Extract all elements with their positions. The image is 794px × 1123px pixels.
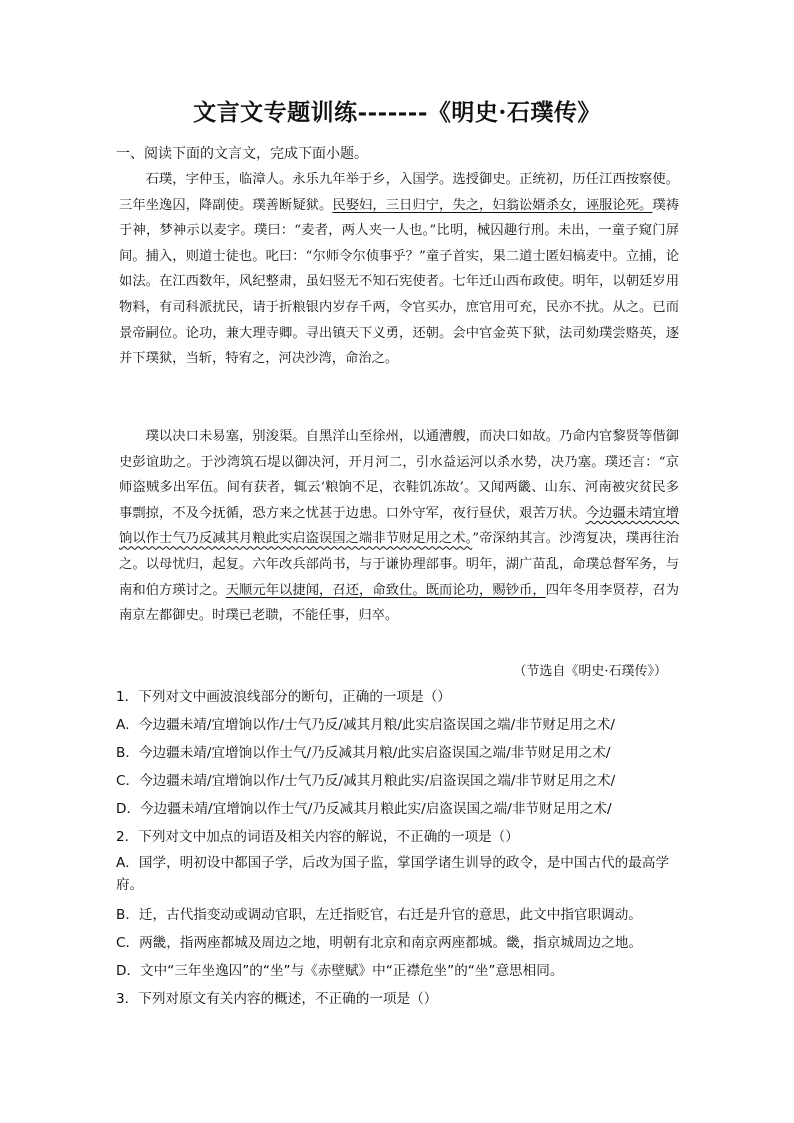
passage-text: ”帝深纳其言。沙湾复决，璞再往治之。以母忧归，起复。六年改兵部尚书，与于谦协理部事。明年，湖广苗乱，命璞总督军务，与南和伯方瑛讨之。 (119, 531, 679, 598)
passage-text: 石璞，字仲玉，临漳人。永乐九年举于乡，入国学。选授御史。正统初，历任江西按察使。三年坐逸囚，降副使。璞善断疑狱。 (119, 172, 679, 213)
wavy-underlined-sentence: 今边疆未靖宜增饷以作士气乃反减其月粮此实启盗误国之端非节财足用之术。 (119, 505, 680, 547)
underlined-sentence: 天顺元年以捷闻，召还，命致仕。既而论功，赐钞币， (225, 582, 546, 598)
document-title: 文言文专题训练-------《明史·石璞传》 (193, 99, 601, 126)
passage-source: （节选自《明史·石璞传》） (513, 664, 667, 679)
passage-text: 四年冬用李贤荐，召为南京左都御史。时璞已老聩，不能任事，归卒。 (119, 582, 680, 624)
question-2-option-c: C．两畿，指两座都城及周边之地，明朝有北京和南京两座都城。畿，指京城周边之地。 (116, 935, 643, 951)
question-1-option-c: C．今边疆未靖/宜增饷以作/士气乃反/减其月粮此实/启盗误国之端/非节财足用之术/ (116, 773, 616, 789)
question-1-stem: 1．下列对文中画波浪线部分的断句，正确的一项是（） (116, 689, 451, 705)
passage-text: 璞以决口未易塞，别浚渠。自黑洋山至徐州，以通漕艘，而决口如故。乃命内官黎贤等偕御史彭谊助之。于沙湾筑石堤以御决河，开月河二，引水益运河以杀水势，决乃塞。璞还言：“京师盗贼多出军伍。间有获者，辄云‘粮饷不足，衣鞋饥冻故’。又闻两畿、山东、河南被灾贫民多事剽掠，不及今抚循，恐方来之忧甚于边患。口外守军，夜行昼伏，艰苦万状。 (119, 429, 679, 521)
question-3-stem: 3．下列对原文有关内容的概述，不正确的一项是（） (116, 991, 438, 1007)
section-heading: 一、阅读下面的文言文，完成下面小题。 (116, 146, 368, 162)
passage-paragraph-1 (119, 167, 679, 372)
question-1-option-d: D．今边疆未靖/宜增饷以作士气/乃反减其月粮此实/启盗误国之端/非节财足用之术/ (116, 801, 612, 817)
underlined-sentence: 民娶妇，三日归宁，失之，妇翁讼婿杀女，诬服论死。 (332, 197, 653, 213)
question-2-option-b: B．迁，古代指变动或调动官职，左迁指贬官，右迁是升官的意思，此文中指官职调动。 (116, 907, 642, 923)
question-2-option-d: D．文中“三年坐逸囚”的“坐”与《赤壁赋》中“正襟危坐”的“坐”意思相同。 (116, 963, 564, 979)
passage-text: 璞祷于神，梦神示以麦字。璞曰：“麦者，两人夹一人也。”比明，械囚趣行刑。未出，一童子窥门屏间。捕入，则道士徒也。叱曰：“尔师令尔侦事乎？”童子首实，果二道士匿妇槁麦中。立捕，论如法。在江西数年，风纪整肃，虽妇竖无不知石宪使者。七年迁山西布政使。明年，以朝廷岁用物料，有司科派扰民，请于折粮银内岁存千两，令官买办，庶官用可充，民亦不扰。从之。已而景帝嗣位。论功，兼大理寺卿。寻出镇天下义勇，还朝。会中官金英下狱，法司劾璞尝赂英，逐并下璞狱，当斩，特宥之，河决沙湾，命治之。 (119, 197, 680, 367)
question-2-option-a: A．国学，明初设中都国子学，后改为国子监，掌国学诸生训导的政令，是中国古代的最高学府。 (116, 855, 670, 893)
question-1-option-b: B．今边疆未靖/宜增饷以作士气/乃反减其月粮/此实启盗误国之端/非节财足用之术/ (116, 745, 611, 761)
passage-paragraph-2 (119, 424, 679, 629)
question-2-stem: 2．下列对文中加点的词语及相关内容的解说，不正确的一项是（） (116, 829, 519, 845)
question-1-option-a: A．今边疆未靖/宜增饷以作/士气乃反/减其月粮/此实启盗误国之端/非节财足用之术/ (116, 717, 615, 733)
